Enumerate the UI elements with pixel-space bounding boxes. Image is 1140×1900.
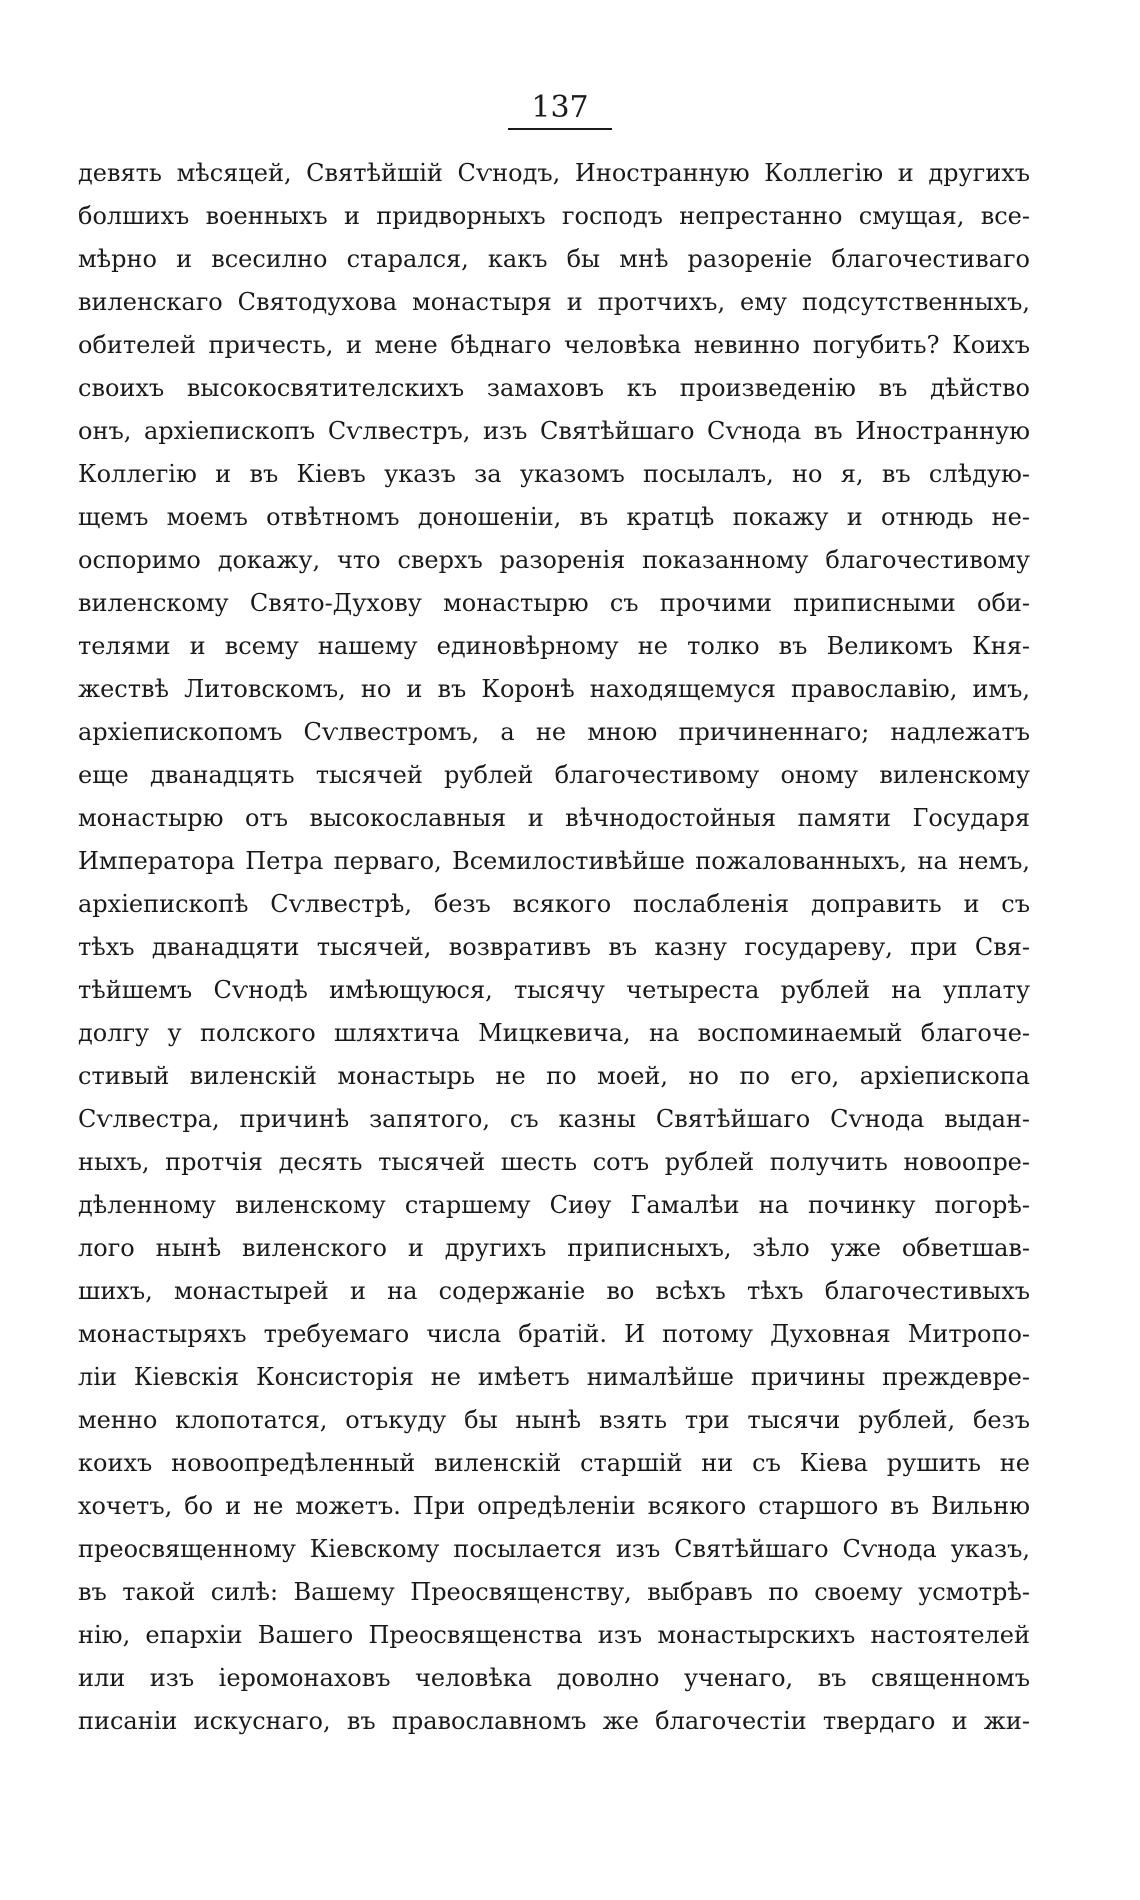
text-line: еще дванадцять тысячей рублей благочестивому оному виленскому bbox=[78, 761, 1030, 789]
text-line: шихъ, монастырей и на содержаніе во всѣхъ тѣхъ благочестивыхъ bbox=[78, 1277, 1030, 1305]
text-line: телями и всему нашему единовѣрному не толко въ Великомъ Кня- bbox=[78, 632, 1030, 660]
text-line: монастыряхъ требуемаго числа братій. И потому Духовная Митропо- bbox=[78, 1320, 1030, 1348]
text-line: Императора Петра перваго, Всемилостивѣйше пожалованныхъ, на немъ, bbox=[78, 847, 1030, 875]
text-line: архіепископомъ Сѵлвестромъ, а не мною причиненнаго; надлежатъ bbox=[78, 718, 1030, 746]
text-line: мѣрно и всесилно старался, какъ бы мнѣ разореніе благочестиваго bbox=[78, 245, 1030, 273]
text-line: ліи Кіевскія Консисторія не имѣетъ нималѣйше причины преждевре- bbox=[78, 1363, 1030, 1391]
text-line: стивый виленскій монастырь не по моей, но по его, архіепископа bbox=[78, 1062, 1030, 1090]
text-line: ныхъ, протчія десять тысячей шесть сотъ рублей получить новоопре- bbox=[78, 1148, 1030, 1176]
text-line: своихъ высокосвятителскихъ замаховъ къ произведенію въ дѣйство bbox=[78, 374, 1030, 402]
text-line: архіепископѣ Сѵлвестрѣ, безъ всякого послабленія доправить и съ bbox=[78, 890, 1030, 918]
text-line: преосвященному Кіевскому посылается изъ Святѣйшаго Сѵнода указъ, bbox=[78, 1535, 1030, 1563]
body-text bbox=[78, 152, 1030, 1743]
text-line: тѣхъ дванадцяти тысячей, возвративъ въ казну государеву, при Свя- bbox=[78, 933, 1030, 961]
text-line: долгу у полского шляхтича Мицкевича, на воспоминаемый благоче- bbox=[78, 1019, 1030, 1047]
text-line: коихъ новоопредѣленный виленскій старшій ни съ Кіева рушить не bbox=[78, 1449, 1030, 1477]
text-line: въ такой силѣ: Вашему Преосвященству, выбравъ по своему усмотрѣ- bbox=[78, 1578, 1030, 1606]
text-line: жествѣ Литовскомъ, но и въ Коронѣ находящемуся православію, имъ, bbox=[78, 675, 1030, 703]
text-line: нію, епархіи Вашего Преосвященства изъ монастырскихъ настоятелей bbox=[78, 1621, 1030, 1649]
text-line: тѣйшемъ Сѵнодѣ имѣющуюся, тысячу четыреста рублей на уплату bbox=[78, 976, 1030, 1004]
text-line: девять мѣсяцей, Святѣйшій Сѵнодъ, Иностранную Коллегію и другихъ bbox=[78, 159, 1030, 187]
text-line: лого нынѣ виленского и другихъ приписныхъ, зѣло уже обветшав- bbox=[78, 1234, 1030, 1262]
page-number-rule bbox=[508, 128, 612, 130]
text-line: оспоримо докажу, что сверхъ разоренія показанному благочестивому bbox=[78, 546, 1030, 574]
text-line: обителей причесть, и мене бѣднаго человѣка невинно погубить? Коихъ bbox=[78, 331, 1030, 359]
text-line: виленскому Свято-Духову монастырю съ прочими приписными оби- bbox=[78, 589, 1030, 617]
text-line: Коллегію и въ Кіевъ указъ за указомъ посылалъ, но я, въ слѣдую- bbox=[78, 460, 1030, 488]
text-line: или изъ іеромонаховъ человѣка доволно ученаго, въ священномъ bbox=[78, 1664, 1030, 1692]
text-line: Сѵлвестра, причинѣ запятого, съ казны Святѣйшаго Сѵнода выдан- bbox=[78, 1105, 1030, 1133]
text-line: онъ, архіепископъ Сѵлвестръ, изъ Святѣйшаго Сѵнода въ Иностранную bbox=[78, 417, 1030, 445]
text-line: хочетъ, бо и не можетъ. При опредѣленіи всякого старшого въ Вильню bbox=[78, 1492, 1030, 1520]
text-line: виленскаго Святодухова монастыря и протчихъ, ему подсутственныхъ, bbox=[78, 288, 1030, 316]
text-line: менно клопотатся, отъкуду бы нынѣ взять три тысячи рублей, безъ bbox=[78, 1406, 1030, 1434]
text-line: монастырю отъ высокославныя и вѣчнодостойныя памяти Государя bbox=[78, 804, 1030, 832]
text-line: щемъ моемъ отвѣтномъ доношеніи, въ кратцѣ покажу и отнюдь не- bbox=[78, 503, 1030, 531]
text-line: писаніи искуснаго, въ православномъ же благочестіи твердаго и жи- bbox=[78, 1707, 1030, 1735]
text-line: болшихъ военныхъ и придворныхъ господъ непрестанно смущая, все- bbox=[78, 202, 1030, 230]
page-number: 137 bbox=[531, 90, 589, 125]
text-line: дѣленному виленскому старшему Сиѳу Гамалѣи на починку погорѣ- bbox=[78, 1191, 1030, 1219]
